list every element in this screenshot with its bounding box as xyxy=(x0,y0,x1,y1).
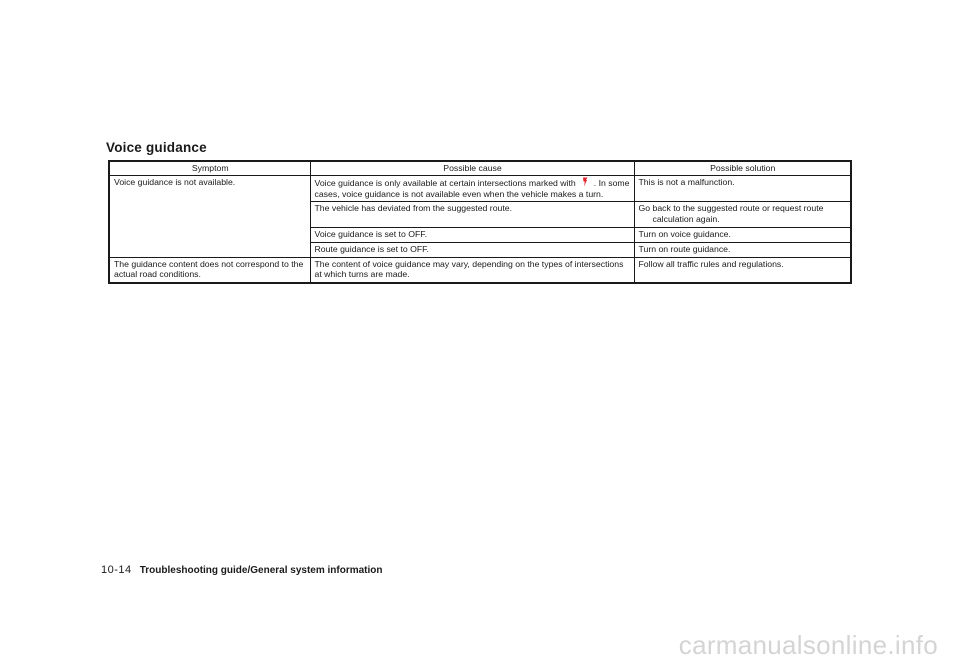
solution-cell: Follow all traffic rules and regulations. xyxy=(634,257,851,283)
cause-text-before-icon: Voice guidance is only available at certain intersections marked with xyxy=(314,177,576,188)
cause-cell: Route guidance is set to OFF. xyxy=(310,242,634,257)
solution-cell: Turn on route guidance. xyxy=(634,242,851,257)
solution-line-1: Go back to the suggested route or request route xyxy=(638,203,824,214)
page-footer xyxy=(101,564,383,576)
watermark-link[interactable]: carmanualsonline.info xyxy=(678,630,938,660)
solution-line-2: calculation again. xyxy=(652,214,720,225)
header-possible-cause: Possible cause xyxy=(310,161,634,175)
table-row xyxy=(109,175,851,202)
symptom-cell: Voice guidance is not available. xyxy=(109,175,310,257)
voice-guidance-table xyxy=(108,160,852,284)
table-header-row xyxy=(109,161,851,175)
guidance-point-pin-icon xyxy=(578,177,592,187)
cause-cell: Voice guidance is set to OFF. xyxy=(310,227,634,242)
page-number: 10-14 xyxy=(101,564,132,576)
header-possible-solution: Possible solution xyxy=(634,161,851,175)
symptom-cell: The guidance content does not correspond to the actual road conditions. xyxy=(109,257,310,283)
cause-cell: The content of voice guidance may vary, depending on the types of intersections at which turns are made. xyxy=(310,257,634,283)
section-title: Voice guidance xyxy=(106,140,207,155)
header-symptom: Symptom xyxy=(109,161,310,175)
cause-cell: The vehicle has deviated from the suggested route. xyxy=(310,202,634,228)
cause-text-after-icon: . In some cases, voice guidance is not available even when the vehicle makes a turn. xyxy=(314,177,630,199)
footer-chapter-title: Troubleshooting guide/General system information xyxy=(139,565,383,576)
solution-cell: This is not a malfunction. xyxy=(634,175,851,202)
solution-cell: Turn on voice guidance. xyxy=(634,227,851,242)
table-row xyxy=(109,257,851,283)
solution-cell xyxy=(634,202,851,228)
cause-cell xyxy=(310,175,634,202)
